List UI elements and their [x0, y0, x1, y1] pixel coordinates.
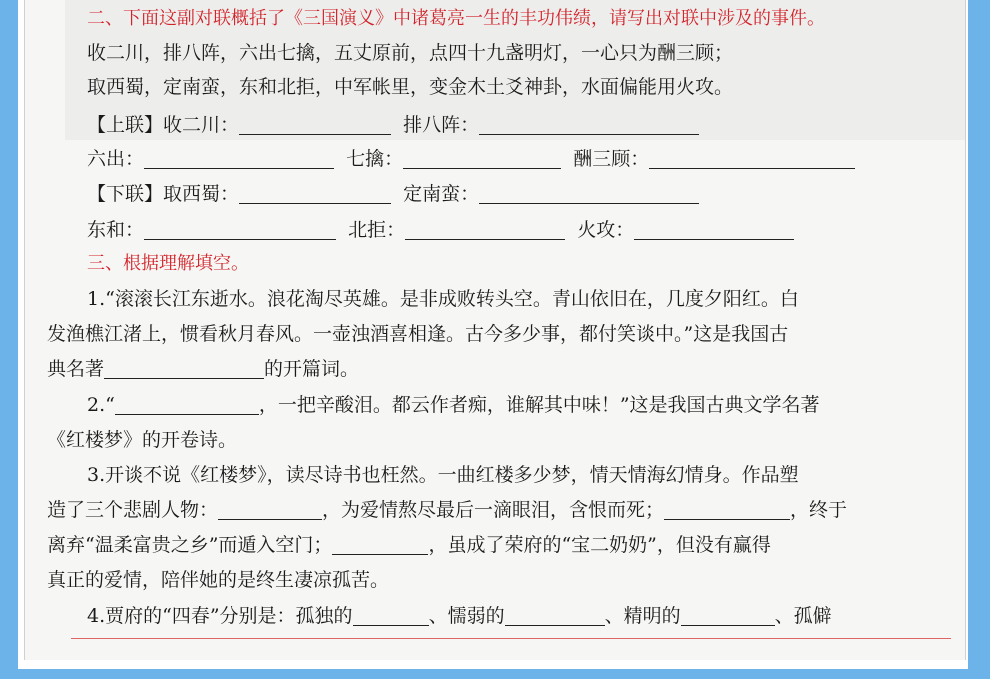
q3-line-4: 真正的爱情，陪伴她的是终生凄凉孤苦。 — [47, 569, 390, 591]
q3-text-e: ，虽成了荣府的“宝二奶奶”，但没有赢得 — [428, 534, 771, 556]
q1-line-1: 1.“滚滚长江东逝水。浪花淘尽英雄。是非成败转头空。青山依旧在，几度夕阳红。白 — [87, 288, 799, 310]
bottom-rule — [71, 638, 951, 639]
upper-couplet-label: 【上联】收二川： — [87, 114, 240, 136]
q3-text-c: ，终于 — [790, 499, 848, 521]
answer-blank[interactable] — [332, 534, 428, 555]
q3-line-3 — [47, 532, 771, 558]
answer-blank[interactable] — [218, 499, 322, 520]
q2-text-a: 2.“ — [87, 394, 115, 416]
answer-blank[interactable] — [634, 219, 794, 240]
lower-couplet-row — [87, 181, 699, 207]
q3-text-a: 造了三个悲剧人物： — [47, 499, 219, 521]
answer-blank[interactable] — [104, 358, 264, 379]
left-frame — [0, 0, 18, 679]
upper-couplet-row — [87, 112, 699, 138]
answer-blank[interactable] — [505, 605, 605, 626]
pai-ba-zhen-label: 排八阵： — [403, 114, 480, 136]
right-frame — [968, 0, 990, 679]
couplet-line-1: 收二川，排八阵，六出七擒，五丈原前，点四十九盏明灯，一心只为酬三顾； — [87, 42, 734, 64]
ding-nan-man-label: 定南蛮： — [403, 183, 480, 205]
answer-blank[interactable] — [144, 219, 336, 240]
answer-blank[interactable] — [353, 605, 429, 626]
bottom-frame — [0, 669, 990, 679]
q3-text-d: 离弃“温柔富贵之乡”而遁入空门； — [47, 534, 333, 556]
q2-line-2: 《红楼梦》的开卷诗。 — [47, 429, 238, 451]
answer-blank[interactable] — [403, 148, 561, 169]
q4-text-d: 、孤僻 — [774, 605, 832, 627]
answer-blank[interactable] — [115, 394, 259, 415]
liuchu-row — [87, 146, 855, 172]
answer-blank[interactable] — [479, 183, 699, 204]
q4-text-a: 4.贾府的“四春”分别是：孤独的 — [87, 605, 353, 627]
q1-text-b: 的开篇词。 — [264, 358, 360, 380]
q3-text-b: ，为爱情熬尽最后一滴眼泪，含恨而死； — [322, 499, 665, 521]
answer-blank[interactable] — [239, 114, 391, 135]
donghe-row — [87, 217, 794, 243]
q4-text-c: 、精明的 — [604, 605, 681, 627]
q2-line-1 — [87, 392, 820, 418]
answer-blank[interactable] — [144, 148, 334, 169]
section2-heading: 二、下面这副对联概括了《三国演义》中诸葛亮一生的丰功伟绩，请写出对联中涉及的事件。 — [87, 8, 825, 29]
q1-line-2: 发渔樵江渚上，惯看秋月春风。一壶浊酒喜相逢。古今多少事，都付笑谈中。”这是我国古 — [47, 323, 789, 345]
answer-blank[interactable] — [239, 183, 391, 204]
q1-line-3 — [47, 356, 359, 382]
q4-text-b: 、懦弱的 — [428, 605, 505, 627]
answer-blank[interactable] — [664, 499, 790, 520]
answer-blank[interactable] — [649, 148, 855, 169]
dong-he-label: 东和： — [87, 219, 145, 241]
q3-line-2 — [47, 497, 847, 523]
bei-ju-label: 北拒： — [348, 219, 406, 241]
huo-gong-label: 火攻： — [577, 219, 635, 241]
q2-text-b: ，一把辛酸泪。都云作者痴，谁解其中味！”这是我国古典文学名著 — [258, 394, 820, 416]
chou-san-gu-label: 酬三顾： — [573, 148, 650, 170]
answer-blank[interactable] — [681, 605, 775, 626]
lower-couplet-label: 【下联】取西蜀： — [87, 183, 240, 205]
q4-line-1 — [87, 603, 832, 629]
qi-qin-label: 七擒： — [346, 148, 404, 170]
q3-line-1: 3.开谈不说《红楼梦》，读尽诗书也枉然。一曲红楼多少梦，情天情海幻情身。作品塑 — [87, 464, 799, 486]
worksheet-page — [24, 0, 966, 660]
answer-blank[interactable] — [405, 219, 565, 240]
liu-chu-label: 六出： — [87, 148, 145, 170]
q1-text-a: 典名著 — [47, 358, 105, 380]
answer-blank[interactable] — [479, 114, 699, 135]
couplet-line-2: 取西蜀，定南蛮，东和北拒，中军帐里，变金木土爻神卦，水面偏能用火攻。 — [87, 76, 734, 98]
section3-heading: 三、根据理解填空。 — [87, 253, 249, 274]
